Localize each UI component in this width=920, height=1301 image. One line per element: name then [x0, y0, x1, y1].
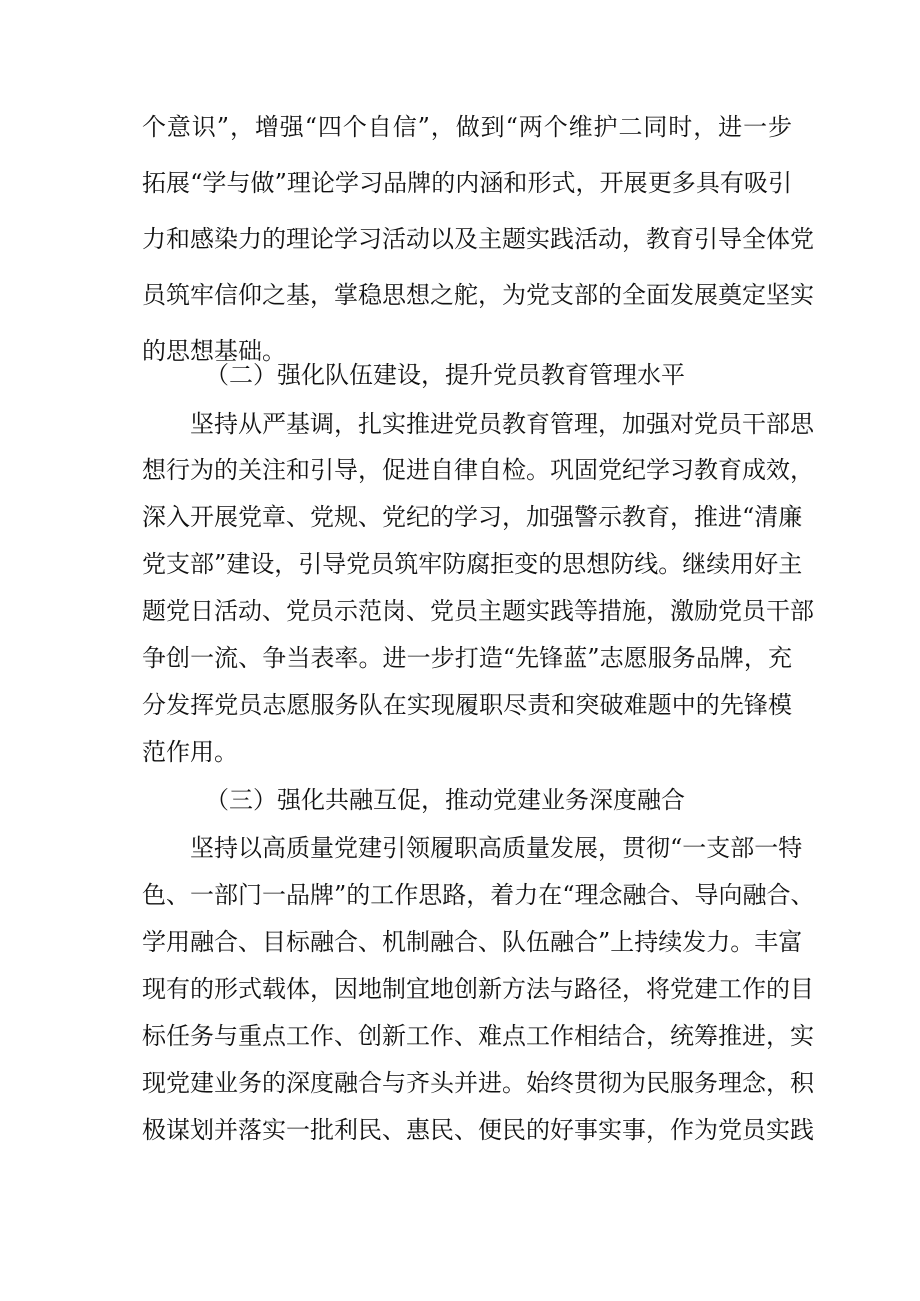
paragraph3-line-5: 标任务与重点工作、创新工作、难点工作相结合，统筹推进，实 [142, 1022, 814, 1050]
paragraph3-line-6: 现党建业务的深度融合与齐头并进。始终贯彻为民服务理念，积 [142, 1069, 814, 1097]
paragraph1-line-5: 的思想基础。 [142, 337, 286, 365]
paragraph1-line-1: 个意识”，增强“四个自信”，做到“两个维护二同时，进一步 [142, 113, 792, 141]
paragraph1-line-3: 力和感染力的理论学习活动以及主题实践活动，教育引导全体党 [142, 225, 814, 253]
paragraph2-line-6: 争创一流、争当表率。进一步打造“先锋蓝”志愿服务品牌，充 [142, 644, 792, 672]
paragraph2-line-4: 党支部”建设，引导党员筑牢防腐拒变的思想防线。继续用好主 [142, 550, 803, 578]
paragraph2-line-8: 范作用。 [142, 738, 238, 766]
paragraph3-line-7: 极谋划并落实一批利民、惠民、便民的好事实事，作为党员实践 [142, 1116, 814, 1144]
section-heading-2: （二）强化队伍建设，提升党员教育管理水平 [205, 361, 685, 389]
paragraph1-line-2: 拓展“学与做”理论学习品牌的内涵和形式，开展更多具有吸引 [142, 169, 792, 197]
paragraph3-line-2: 色、一部门一品牌”的工作思路，着力在“理念融合、导向融合、 [142, 881, 815, 909]
paragraph3-line-3: 学用融合、目标融合、机制融合、队伍融合”上持续发力。丰富 [142, 928, 803, 956]
paragraph3-line-1: 坚持以高质量党建引领履职高质量发展，贯彻“一支部一特 [190, 834, 803, 862]
paragraph2-line-3: 深入开展党章、党规、党纪的学习，加强警示教育，推进“清廉 [142, 503, 803, 531]
paragraph1-line-4: 员筑牢信仰之基，掌稳思想之舵，为党支部的全面发展奠定坚实 [142, 281, 814, 309]
paragraph3-line-4: 现有的形式载体，因地制宜地创新方法与路径，将党建工作的目 [142, 975, 814, 1003]
section-heading-3: （三）强化共融互促，推动党建业务深度融合 [205, 786, 685, 814]
paragraph2-line-1: 坚持从严基调，扎实推进党员教育管理，加强对党员干部思 [190, 410, 814, 438]
paragraph2-line-5: 题党日活动、党员示范岗、党员主题实践等措施，激励党员干部 [142, 597, 814, 625]
paragraph2-line-7: 分发挥党员志愿服务队在实现履职尽责和突破难题中的先锋模 [142, 691, 792, 719]
paragraph2-line-2: 想行为的关注和引导，促进自律自检。巩固党纪学习教育成效， [142, 456, 814, 484]
